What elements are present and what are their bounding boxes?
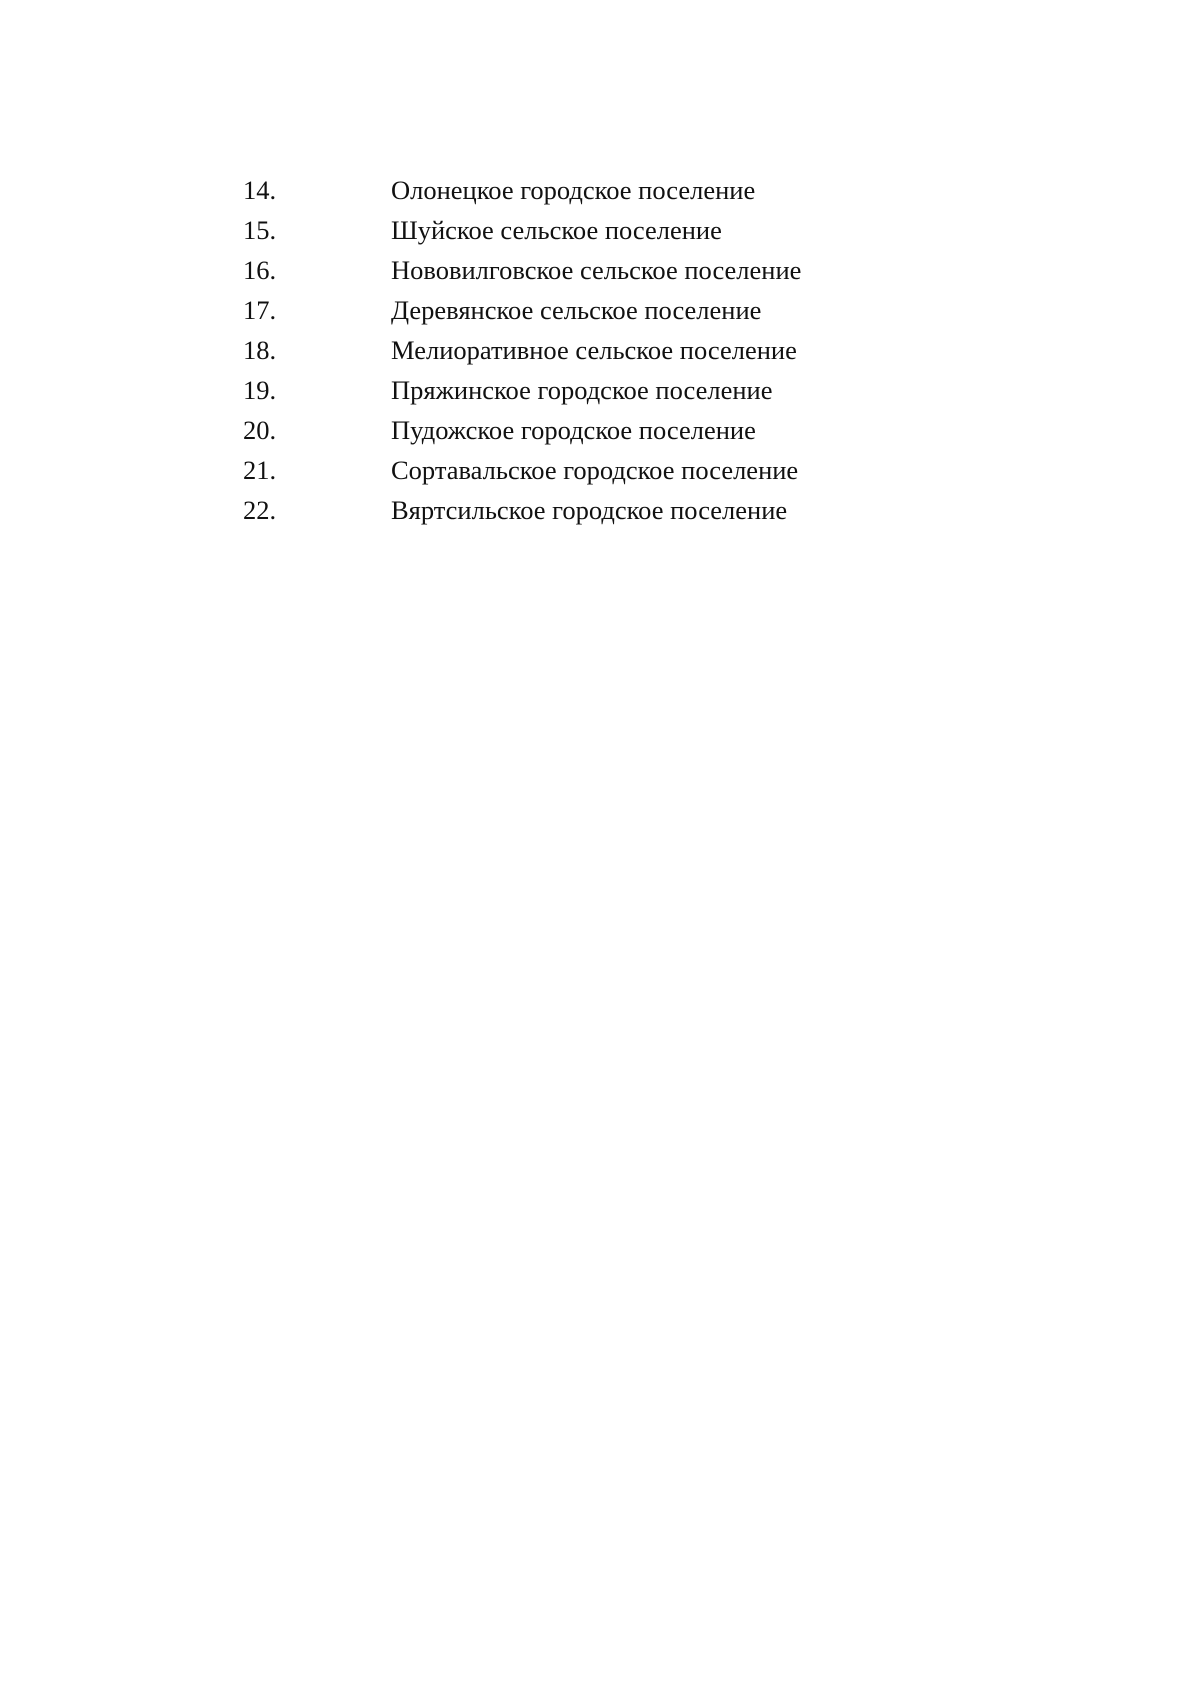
- item-number: 15.: [243, 215, 277, 245]
- list-item: [243, 410, 801, 450]
- item-number: 16.: [243, 255, 277, 285]
- item-number: 22.: [243, 495, 277, 525]
- list-item: [243, 250, 801, 290]
- item-text: Сортавальское городское поселение: [391, 455, 799, 485]
- list-item: [243, 330, 801, 370]
- item-number: 18.: [243, 335, 277, 365]
- item-text: Пряжинское городское поселение: [391, 375, 773, 405]
- item-number: 20.: [243, 415, 277, 445]
- settlement-list: [243, 170, 801, 530]
- list-item: [243, 450, 801, 490]
- item-text: Мелиоративное сельское поселение: [391, 335, 797, 365]
- item-number: 19.: [243, 375, 277, 405]
- list-item: [243, 370, 801, 410]
- item-text: Олонецкое городское поселение: [391, 175, 756, 205]
- list-item: [243, 210, 801, 250]
- item-text: Нововилговское сельское поселение: [391, 255, 802, 285]
- list-item: [243, 290, 801, 330]
- item-number: 21.: [243, 455, 277, 485]
- item-text: Деревянское сельское поселение: [391, 295, 762, 325]
- list-item: [243, 170, 801, 210]
- item-number: 17.: [243, 295, 277, 325]
- list-item: [243, 490, 801, 530]
- item-number: 14.: [243, 175, 277, 205]
- item-text: Пудожское городское поселение: [391, 415, 756, 445]
- item-text: Вяртсильское городское поселение: [391, 495, 788, 525]
- item-text: Шуйское сельское поселение: [391, 215, 722, 245]
